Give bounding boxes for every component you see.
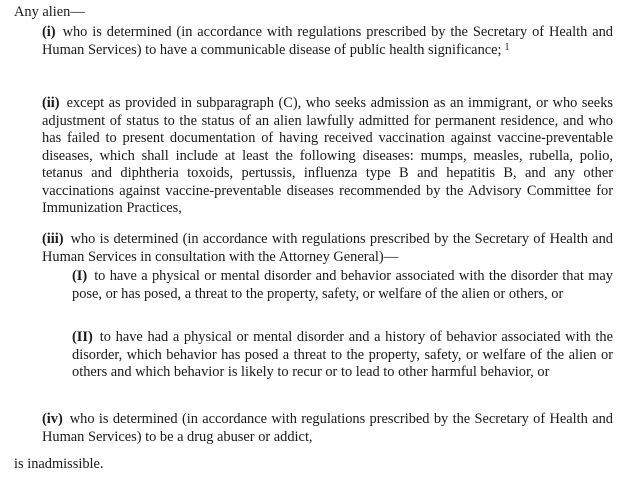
closing-text: is inadmissible. <box>14 456 104 472</box>
clause-iii <box>42 231 613 266</box>
subclause-II-text: to have had a physical or mental disorder and a history of behavior associated with the disorder, which behavior has posed a threat to the property, safety, or welfare of the alien or others and which behavior is likely to recur or to lead to other harmful behavior, or <box>72 329 613 380</box>
clause-ii-text: except as provided in subparagraph (C), who seeks admission as an immigrant, or who seeks adjustment of status to the status of an alien lawfully admitted for permanent residence, and who has failed to present documentation of having received vaccination against vaccine-preventable diseases, which shall include at least the following diseases: mumps, measles, rubella, polio, tetanus and diphtheria toxoids, pertussis, influenza type B and hepatitis B, and any other vaccinations against vaccine-preventable diseases recommended by the Advisory Committee for Immunization Practices, <box>42 95 613 216</box>
clause-iv <box>42 411 613 446</box>
clause-i-marker: (i) <box>42 24 56 40</box>
clause-i <box>42 24 613 59</box>
clause-i-text: who is determined (in accordance with regulations prescribed by the Secretary of Health and Human Services) to have a communicable disease of public health significance; <box>42 24 613 58</box>
subclause-I-marker: (I) <box>72 268 88 284</box>
clause-iv-text: who is determined (in accordance with regulations prescribed by the Secretary of Health and Human Services) to be a drug abuser or addict, <box>42 411 613 445</box>
subclause-I <box>72 268 613 303</box>
subclause-I-text: to have a physical or mental disorder and behavior associated with the disorder that may pose, or has posed, a threat to the property, safety, or welfare of the alien or others, or <box>72 268 613 302</box>
subclause-II-marker: (II) <box>72 329 93 345</box>
clause-iv-marker: (iv) <box>42 411 63 427</box>
clause-iii-text: who is determined (in accordance with regulations prescribed by the Secretary of Health and Human Services in consultation with the Attorney General)— <box>42 231 613 265</box>
intro-text: Any alien— <box>14 4 85 20</box>
subclause-II <box>72 329 613 382</box>
footnote-marker: 1 <box>504 41 510 53</box>
clause-ii <box>42 95 613 218</box>
clause-ii-marker: (ii) <box>42 95 60 111</box>
clause-iii-marker: (iii) <box>42 231 64 247</box>
